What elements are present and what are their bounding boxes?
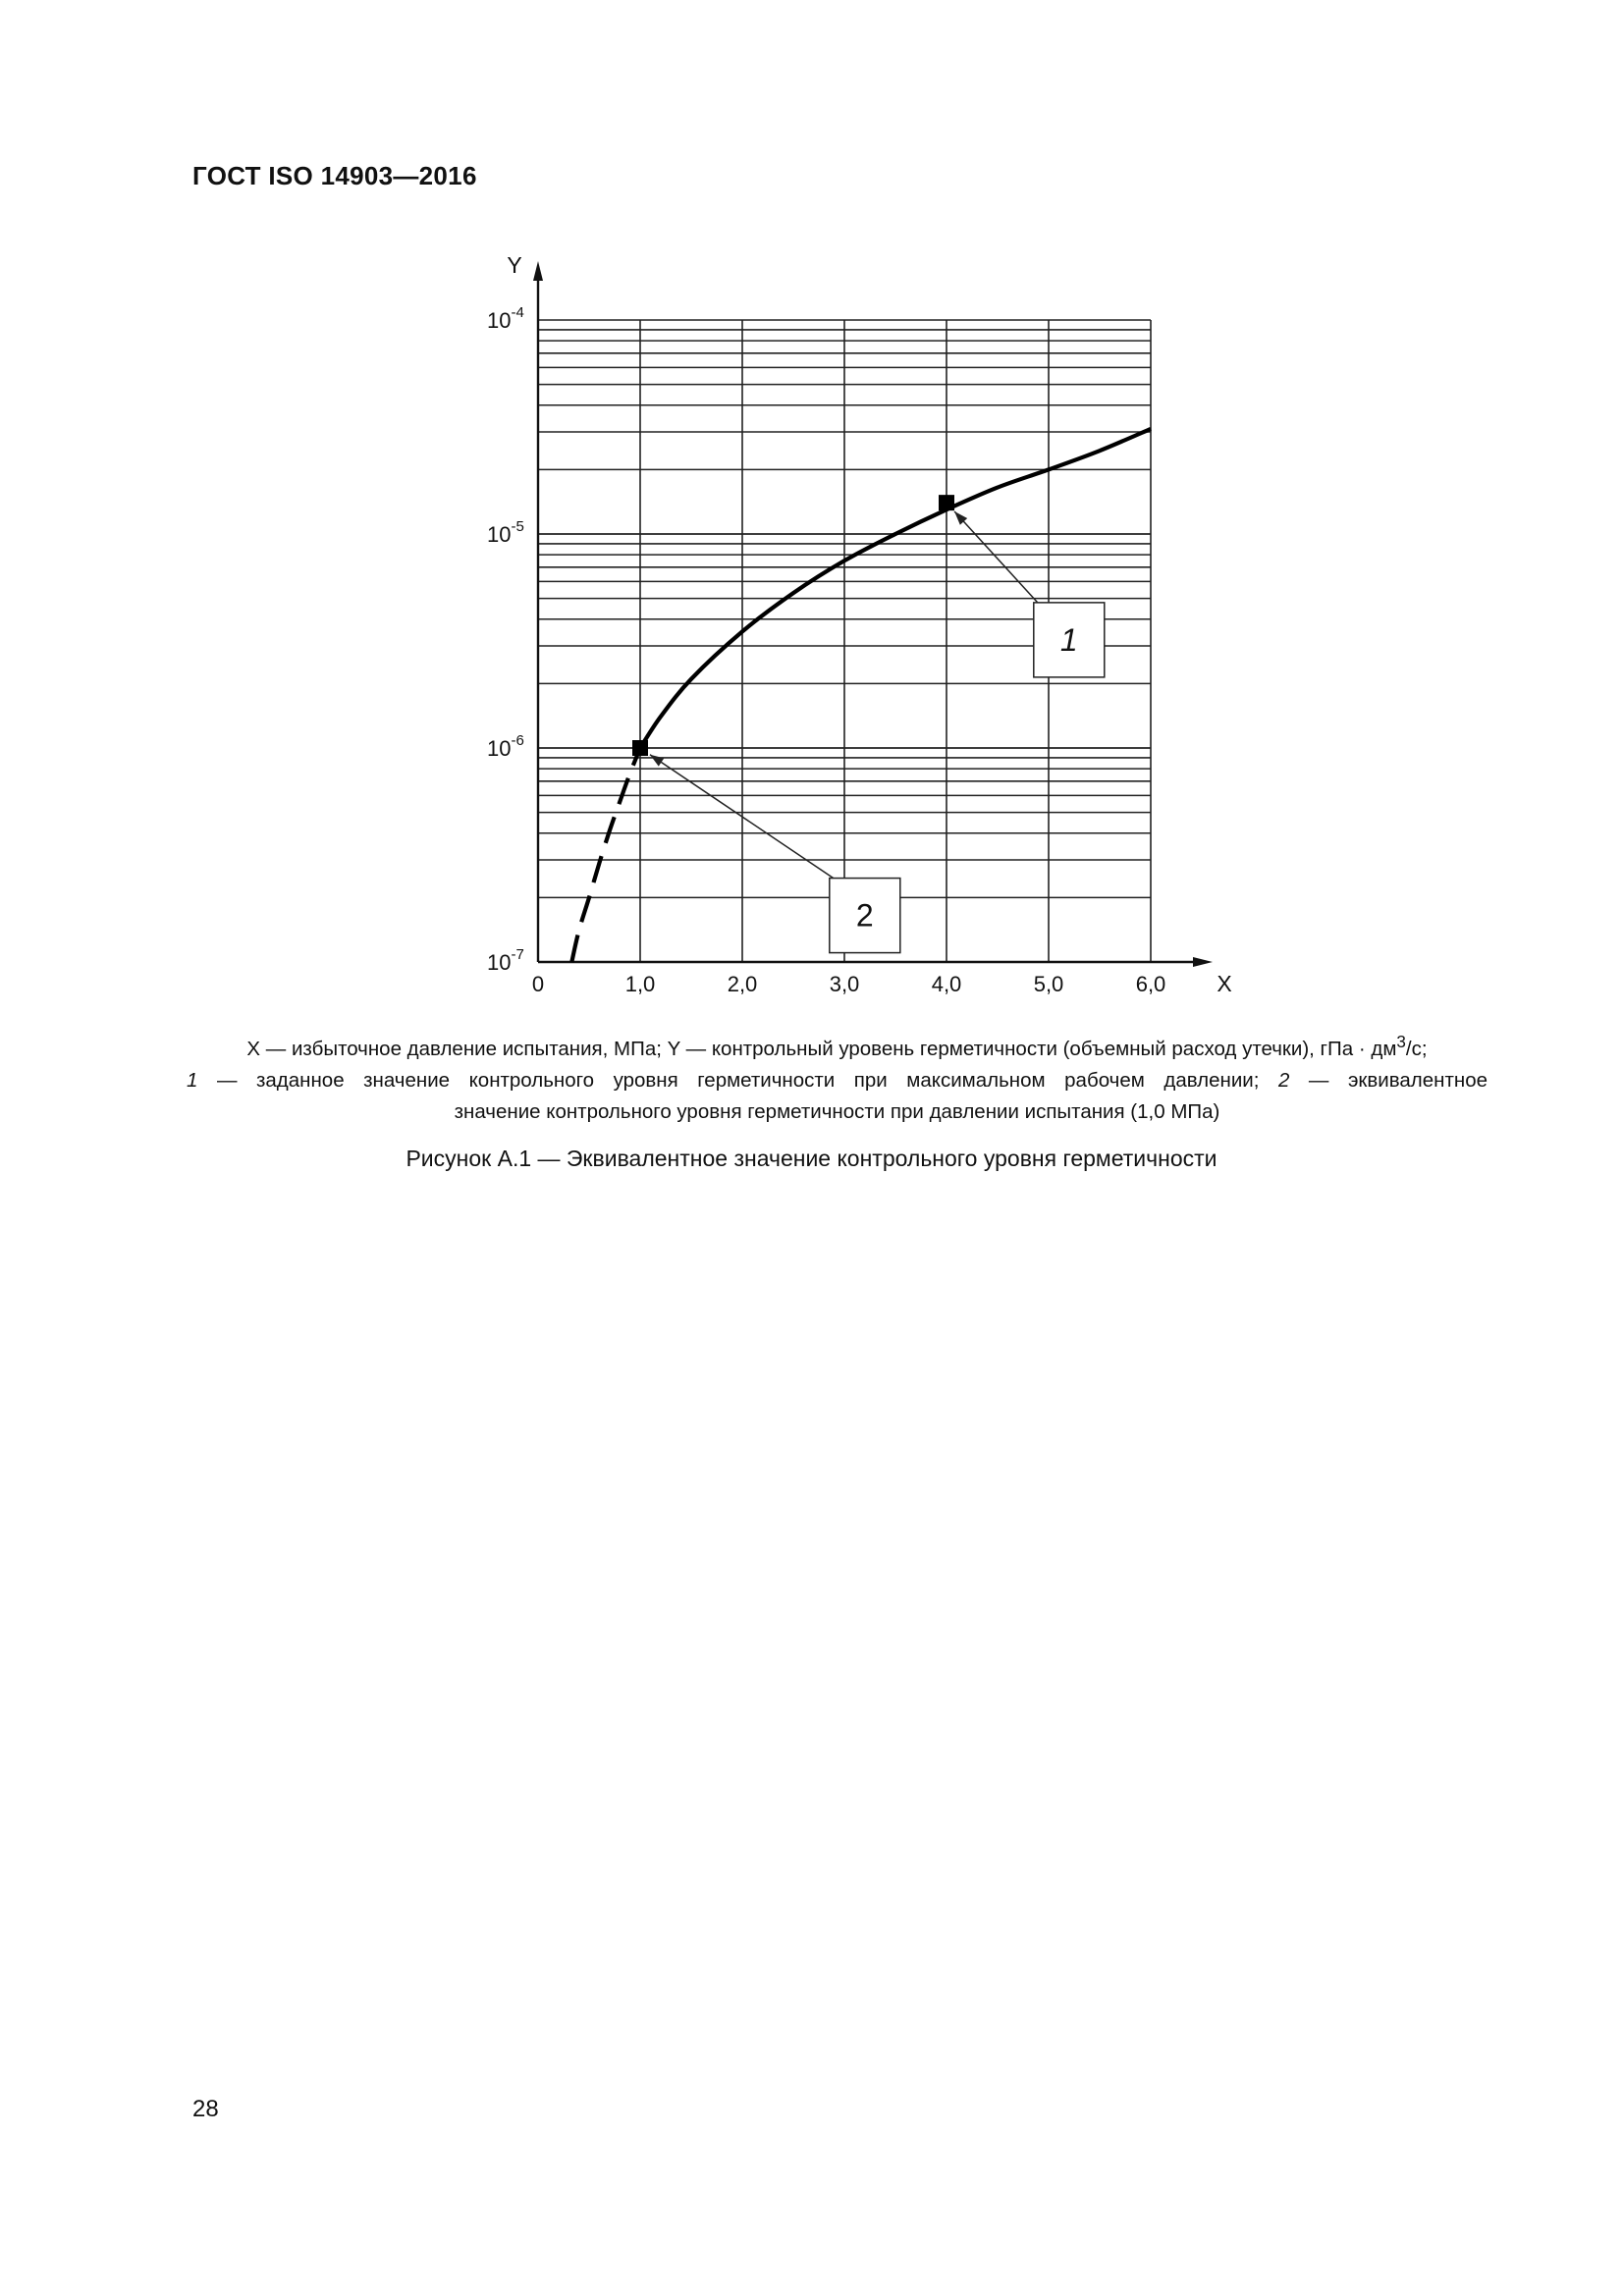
legend-line-1-end: /с;: [1405, 1037, 1428, 1060]
data-marker: [632, 740, 648, 756]
x-tick-label: 1,0: [624, 972, 656, 996]
x-tick-label: 3,0: [829, 972, 860, 996]
y-tick-label: $10^{-4}$: [487, 304, 524, 333]
document-header: ГОСТ ISO 14903—2016: [192, 161, 477, 190]
x-axis-label: X: [1217, 971, 1232, 996]
y-tick-label: $10^{-5}$: [487, 518, 524, 547]
data-marker: [939, 495, 954, 510]
y-tick-label: $10^{-7}$: [487, 946, 524, 975]
legend-key-2: 2: [1277, 1068, 1290, 1092]
figure-caption: Рисунок А.1 — Эквивалентное значение контрольного уровня герметичности: [406, 1146, 1217, 1171]
legend-line-1: [187, 1027, 1488, 1065]
callout-label: 1: [1059, 621, 1078, 658]
x-tick-label: 6,0: [1135, 972, 1166, 996]
x-tick-label: 0: [531, 972, 545, 996]
y-axis-arrow: [533, 261, 543, 281]
x-tick-label: 2,0: [727, 972, 758, 996]
legend-key-1: 1: [187, 1068, 198, 1092]
figure-legend: [187, 1027, 1488, 1128]
x-axis-arrow: [1193, 957, 1213, 967]
callout-leader: [954, 511, 1038, 603]
callout-label: 2: [855, 897, 874, 934]
legend-line-2: [187, 1065, 1488, 1096]
curve-dashed: [571, 748, 640, 962]
callout-arrowhead: [650, 755, 664, 767]
x-tick-label: 4,0: [931, 972, 962, 996]
x-tick-label: 5,0: [1033, 972, 1064, 996]
legend-text-2: — эквивалентное: [1289, 1068, 1488, 1092]
chart-callouts: [650, 511, 1105, 953]
curve-solid: [640, 429, 1151, 748]
leakage-chart: [0, 0, 1623, 1021]
legend-text-1: — заданное значение контрольного уровня герметичности при максимальном рабочем давлении;: [197, 1068, 1278, 1092]
y-tick-label: $10^{-6}$: [487, 732, 524, 761]
legend-line-1-sup: 3: [1396, 1033, 1406, 1051]
page-number: 28: [192, 2096, 219, 2122]
y-axis-label: Y: [507, 252, 522, 278]
legend-line-1-text: X — избыточное давление испытания, МПа; Y — контрольный уровень герметичности (объемный расход утечки), гПа · дм: [246, 1037, 1397, 1060]
legend-line-3: значение контрольного уровня герметичности при давлении испытания (1,0 МПа): [454, 1099, 1220, 1123]
